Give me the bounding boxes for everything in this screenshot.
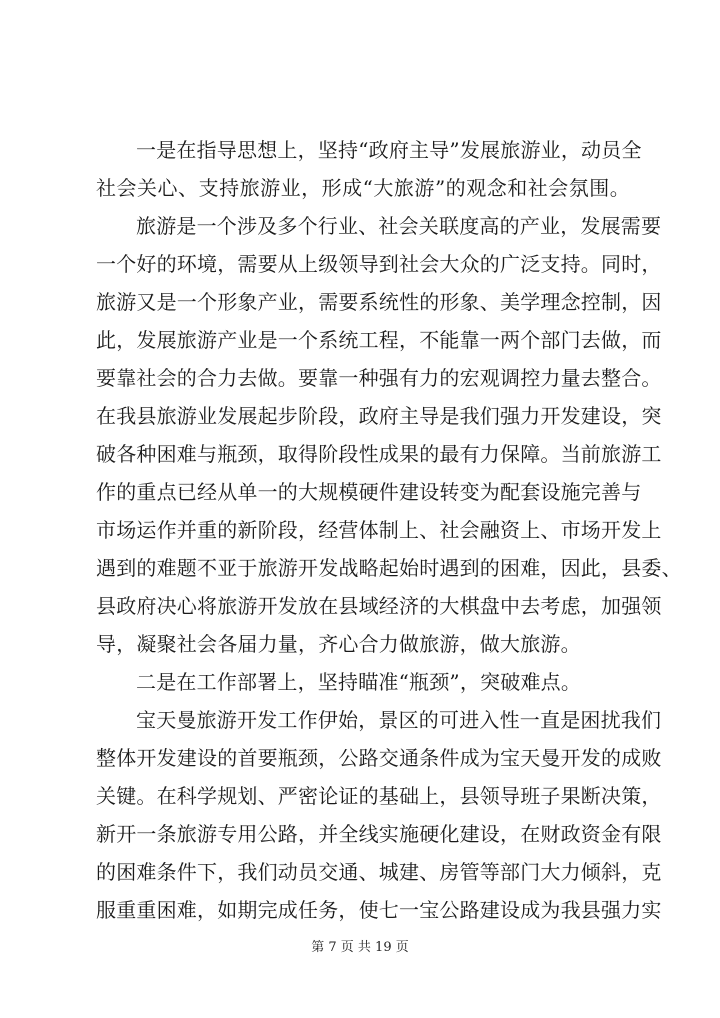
text-line-3: 旅游是一个涉及多个行业、社会关联度高的产业，发展需要 [136, 214, 662, 238]
page-footer: 第 7 页 共 19 页 [311, 940, 409, 955]
text-line-10: 作的重点已经从单一的大规模硬件建设转变为配套设施完善与 [96, 480, 642, 504]
text-line-13: 县政府决心将旅游开发放在县域经济的大棋盘中去考虑，加强领 [96, 594, 662, 618]
text-line-19: 新开一条旅游专用公路，并全线实施硬化建设，在财政资金有限 [96, 822, 662, 846]
text-line-15: 二是在工作部署上，坚持瞄准“瓶颈”，突破难点。 [136, 670, 582, 694]
text-line-5: 旅游又是一个形象产业，需要系统性的形象、美学理念控制，因 [96, 290, 662, 314]
text-line-16: 宝天曼旅游开发工作伊始，景区的可进入性一直是困扰我们 [136, 708, 662, 732]
text-line-1: 一是在指导思想上，坚持“政府主导”发展旅游业，动员全 [136, 138, 642, 162]
text-line-2: 社会关心、支持旅游业，形成“大旅游”的观念和社会氛围。 [96, 176, 630, 200]
text-line-18: 关键。在科学规划、严密论证的基础上，县领导班子果断决策， [96, 784, 662, 808]
text-line-9: 破各种困难与瓶颈，取得阶段性成果的最有力保障。当前旅游工 [96, 442, 662, 466]
text-line-20: 的困难条件下，我们动员交通、城建、房管等部门大力倾斜，克 [96, 860, 662, 884]
text-line-12: 遇到的难题不亚于旅游开发战略起始时遇到的困难，因此，县委、 [96, 556, 682, 580]
text-line-4: 一个好的环境，需要从上级领导到社会大众的广泛支持。同时， [96, 252, 662, 276]
text-line-11: 市场运作并重的新阶段，经营体制上、社会融资上、市场开发上 [96, 518, 662, 542]
text-line-17: 整体开发建设的首要瓶颈，公路交通条件成为宝天曼开发的成败 [96, 746, 662, 770]
text-line-14: 导，凝聚社会各届力量，齐心合力做旅游，做大旅游。 [96, 632, 581, 656]
text-line-21: 服重重困难，如期完成任务，使七一宝公路建设成为我县强力实 [96, 898, 662, 922]
text-line-6: 此，发展旅游产业是一个系统工程，不能靠一两个部门去做，而 [96, 328, 662, 352]
text-line-7: 要靠社会的合力去做。要靠一种强有力的宏观调控力量去整合。 [96, 366, 662, 390]
text-line-8: 在我县旅游业发展起步阶段，政府主导是我们强力开发建设，突 [96, 404, 662, 428]
